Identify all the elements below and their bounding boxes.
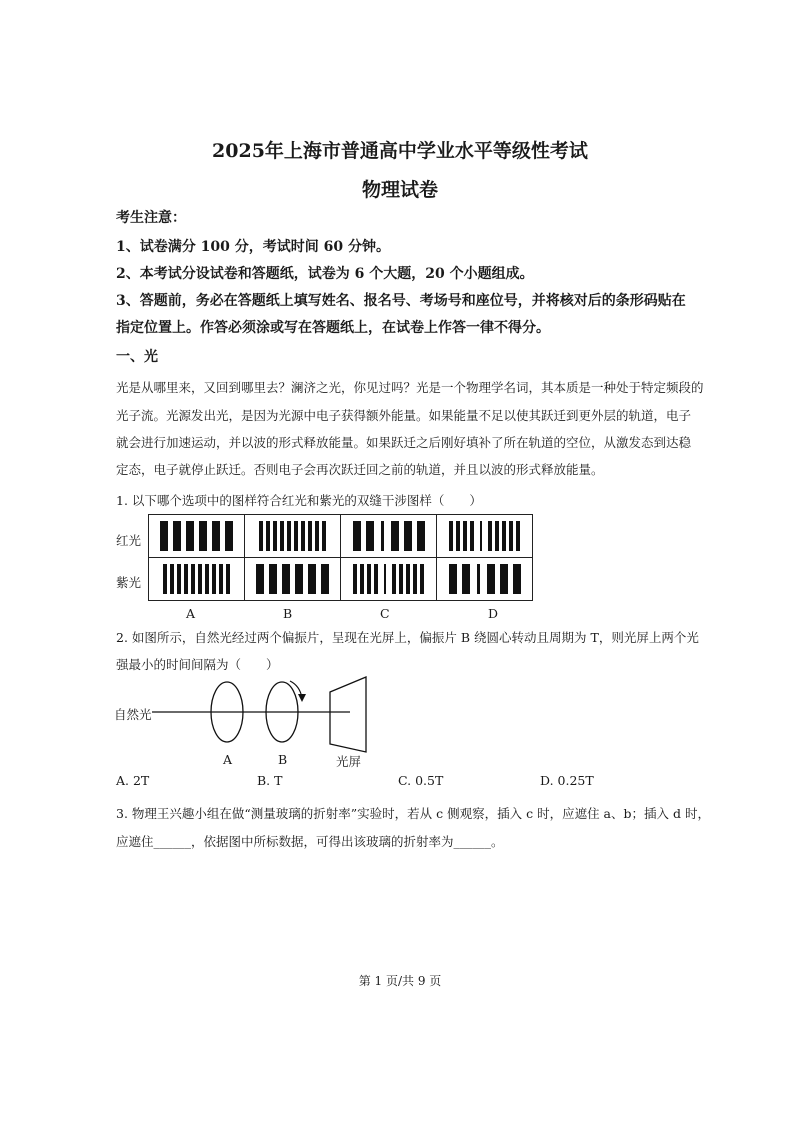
polarizer-b-label: B (278, 752, 288, 767)
fringe-bar (225, 521, 233, 551)
section-heading: 一、光 (116, 349, 158, 365)
fringe-bar (256, 564, 264, 594)
fringe-bar (308, 564, 316, 594)
fringe-bar (353, 521, 361, 551)
fringe-bar (226, 564, 230, 594)
fringe-b-red (245, 515, 341, 558)
fringe-bar (516, 521, 520, 551)
fringe-bar (212, 521, 220, 551)
fringe-bar (295, 564, 303, 594)
option-b: B. T (257, 773, 283, 788)
question-3-line-2: 应遮住______，依据图中所标数据，可得出该玻璃的折射率为______。 (116, 834, 504, 849)
intro-paragraph-line: 就会进行加速运动，并以波的形式释放能量。如果跃迁之后刚好填补了所在轨道的空位，从激发态到达稳 (116, 435, 692, 450)
intro-paragraph-line: 光是从哪里来，又回到哪里去？澜济之光，你见过吗？光是一个物理学名词，其本质是一种处于特定频段的 (116, 380, 704, 395)
option-label-c: C (380, 606, 390, 621)
option-a: A. 2T (116, 773, 150, 788)
light-screen (330, 677, 366, 752)
fringe-c-red (341, 515, 437, 558)
fringe-bar (173, 521, 181, 551)
fringe-bar (391, 521, 399, 551)
row-label-violet: 紫光 (116, 575, 142, 590)
fringe-bar (462, 564, 470, 594)
fringe-bar (513, 564, 521, 594)
fringe-d-red (437, 515, 533, 558)
notice-item-1: 1、试卷满分 100 分，考试时间 60 分钟。 (116, 239, 390, 255)
fringe-bar (321, 564, 329, 594)
fringe-bar (500, 564, 508, 594)
fringe-bar (186, 521, 194, 551)
fringe-bar (282, 564, 290, 594)
fringe-bar (269, 564, 277, 594)
exam-title: 2025年上海市普通高中学业水平等级性考试 (212, 140, 588, 162)
fringe-bar (417, 521, 425, 551)
notice-item-3-line-1: 3、答题前，务必在答题纸上填写姓名、报名号、考场号和座位号，并将核对后的条形码贴在 (116, 293, 686, 309)
question-2-line-2: 强最小的时间间隔为（ ） (116, 657, 279, 672)
notice-item-2: 2、本考试分设试卷和答题纸，试卷为 6 个大题，20 个小题组成。 (116, 266, 534, 282)
fringe-bar (160, 521, 168, 551)
intro-paragraph-line: 定态，电子就停止跃迁。否则电子会再次跃迁回之前的轨道，并且以波的形式释放能量。 (116, 462, 604, 477)
polarizer-a-label: A (223, 752, 233, 767)
option-label-b: B (283, 606, 293, 621)
fringe-a-red (149, 515, 245, 558)
fringe-bar (487, 564, 495, 594)
natural-light-label: 自然光 (114, 707, 152, 722)
question-3-line-1: 3. 物理王兴趣小组在做“测量玻璃的折射率”实验时，若从 c 侧观察，插入 c 时，应遮住 a、b；插入 d 时， (116, 806, 710, 821)
fringe-bar (322, 521, 326, 551)
option-label-a: A (186, 606, 196, 621)
intro-paragraph-line: 光子流。光源发出光，是因为光源中电子获得额外能量。如果能量不足以使其跃迁到更外层的轨道，电子 (116, 408, 692, 423)
screen-label: 光屏 (336, 754, 362, 769)
exam-subtitle: 物理试卷 (361, 179, 438, 201)
option-d: D. 0.25T (540, 773, 594, 788)
fringe-d-violet (437, 558, 533, 601)
rotation-arrow-head (298, 694, 306, 702)
question-2-line-1: 2. 如图所示，自然光经过两个偏振片，呈现在光屏上，偏振片 B 绕圆心转动且周期为 T，则光屏上两个光 (116, 630, 699, 645)
fringe-bar (449, 564, 457, 594)
notice-item-3-line-2: 指定位置上。作答必须涂或写在答题纸上，在试卷上作答一律不得分。 (116, 320, 550, 336)
fringe-bar (199, 521, 207, 551)
fringe-bar (404, 521, 412, 551)
question-1-text: 1. 以下哪个选项中的图样符合红光和紫光的双缝干涉图样（ ） (116, 493, 482, 508)
fringe-bar (420, 564, 424, 594)
fringe-c-violet (341, 558, 437, 601)
fringe-pattern-table (148, 514, 533, 601)
row-label-red: 红光 (116, 533, 142, 548)
fringe-a-violet (149, 558, 245, 601)
option-label-d: D (488, 606, 499, 621)
fringe-b-violet (245, 558, 341, 601)
page-number: 第 1 页/共 9 页 (358, 974, 442, 988)
option-c: C. 0.5T (398, 773, 444, 788)
fringe-bar (366, 521, 374, 551)
notice-heading: 考生注意： (116, 210, 186, 226)
